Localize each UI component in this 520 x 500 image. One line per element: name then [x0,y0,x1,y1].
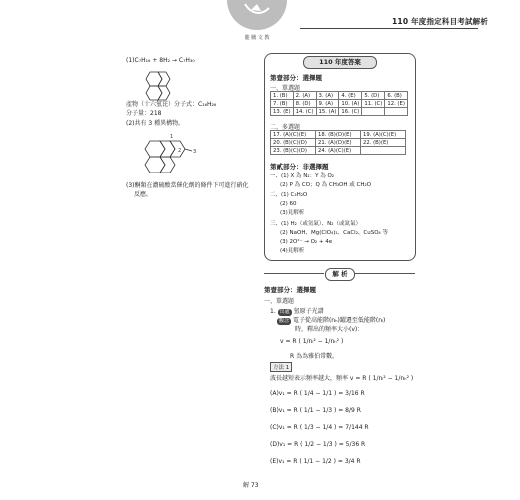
q1-constant-note: R 為為雅伯常數。 [290,353,339,360]
answer-cell: 3. (A) [316,92,339,100]
answer-line: 三、(1) H₂（或氫氣）、N₂（或氮氣） [270,221,361,227]
answer-cell [362,108,385,116]
left-line-3: 分子量：218 [126,110,162,117]
answer-cell: 10. (A) [339,100,362,108]
answers-multi-heading: 二、多選題 [270,124,301,131]
left-line-1: (1)C₇H₁₆ + 8H₂ → C₇H₃₀ [126,57,195,64]
answers-single-heading: 一、單選題 [270,85,301,92]
answer-cell: 1. (B) [271,92,294,100]
answers-part1-heading: 第壹部分：選擇題 [270,74,322,82]
analysis-badge: 解 析 [325,268,355,281]
answers-q1 [270,172,371,190]
answer-cell [361,147,406,155]
answer-box-title: 110 年度答案 [303,56,377,69]
answer-line: (3) 2O²⁻ → O₂ + 4e [280,239,333,245]
option-line: (A)v₁ = R ( 1/4 − 1/1 ) = 3/16 R [270,390,365,397]
option-line: (C)v₁ = R ( 1/3 − 1/4 ) = 7/144 R [270,424,369,431]
answer-line: (3)見解析 [280,210,305,216]
answer-cell: 9. (A) [316,100,339,108]
page-number: 解 73 [243,482,259,489]
answer-cell: 18. (B)(D)(E) [316,131,361,139]
answer-cell: 11. (C) [362,100,385,108]
analysis-part1-heading: 第壹部分：選擇題 [264,286,316,294]
concept-line-2: 時，釋出的頻率大小(v)： [295,326,364,333]
multi-choice-answers [270,130,406,155]
answer-line: 一、(1) X 為 N₂：Y 為 O₂ [270,173,335,179]
method-label: 方法 1 [270,362,292,372]
answer-line: 二、(1) C₃H₂O [270,192,308,198]
answer-cell: 17. (A)(C)(E) [271,131,316,139]
source-tag: 出處 [279,309,290,315]
answer-cell: 8. (D) [293,100,316,108]
publisher-logo [225,0,289,44]
single-choice-answers [270,91,408,116]
answers-q2 [270,191,307,218]
option-line: (E)v₁ = R ( 1/1 − 1/2 ) = 3/4 R [270,458,361,465]
option-line: (B)v₁ = R ( 1/1 − 1/3 ) = 8/9 R [270,407,361,414]
option-line: (D)v₁ = R ( 1/2 − 1/3 ) = 5/36 R [270,441,366,448]
concept-line-1: 電子從高能階(nₕ)躍遷至低能階(nₗ) [292,317,386,324]
answers-q3 [270,220,388,256]
left-line-5: (3)酮類在濃硫酸當催化劑的條件下可進行硝化 [126,182,249,189]
analysis-rule-left [264,273,324,274]
answer-line: (2) P 為 CO；Q 為 CH₃OH 或 CH₂O [280,182,372,188]
header-rule [300,28,478,29]
q1-source-line: 1. 出處 氫原子光譜 [270,308,324,315]
answer-cell: 20. (B)(C)(D) [271,139,316,147]
answer-cell: 16. (C) [339,108,362,116]
answer-cell: 12. (E) [385,100,408,108]
left-line-2: 產物（十六氫芘）分子式：C₁₆H₂₆ [126,101,217,108]
answer-line: (4)見解析 [280,248,305,254]
answers-part2-heading: 第貳部分：非選擇題 [270,163,329,171]
pyrene-structure-1 [140,70,180,102]
source-text: 氫原子光譜 [293,308,324,315]
ring-label-1: 1 [170,134,174,140]
answer-cell [385,108,408,116]
answer-cell: 15. (A) [316,108,339,116]
svg-text:龍 騰 文 教: 龍 騰 文 教 [244,35,270,41]
answer-cell: 7. (B) [271,100,294,108]
answer-cell: 5. (D) [362,92,385,100]
q1-concept [277,316,385,334]
left-line-4: (2)共有 3 種異構物。 [126,120,185,127]
answer-line: (2) 60 [280,201,297,207]
ring-label-2: 2 [178,148,182,154]
answer-cell: 24. (A)(C)(E) [316,147,361,155]
option-list [270,385,369,470]
answer-cell: 19. (A)(C)(E) [361,131,406,139]
answer-cell: 6. (B) [385,92,408,100]
q1-formula: v = R ( 1/nₗ² − 1/nₕ² ) [280,338,344,345]
concept-tag: 觀念 [279,318,290,324]
answer-line: (2) NaOH、Mg(ClO₄)₂、CaCl₂、CuSO₄ 等 [280,230,389,236]
answer-cell: 2. (A) [293,92,316,100]
answer-cell: 14. (C) [293,108,316,116]
answer-cell: 13. (E) [271,108,294,116]
left-line-6: 反應。 [134,191,153,198]
analysis-rule-right [355,273,415,274]
answer-cell: 22. (B)(E) [361,139,406,147]
header-title: 110 年度指定科目考試解析 [392,17,489,26]
answer-cell: 4. (E) [339,92,362,100]
analysis-single-heading: 一、單選題 [264,298,295,305]
method-text: 波長越短表示頻率越大，頻率 v = R ( 1/nₗ² − 1/nₕ² ) [270,375,414,382]
answer-cell: 23. (B)(C)(D) [271,147,316,155]
answer-cell: 21. (A)(D)(E) [316,139,361,147]
ring-label-3: 3 [193,149,197,155]
pyrene-structure-2 [140,131,210,173]
